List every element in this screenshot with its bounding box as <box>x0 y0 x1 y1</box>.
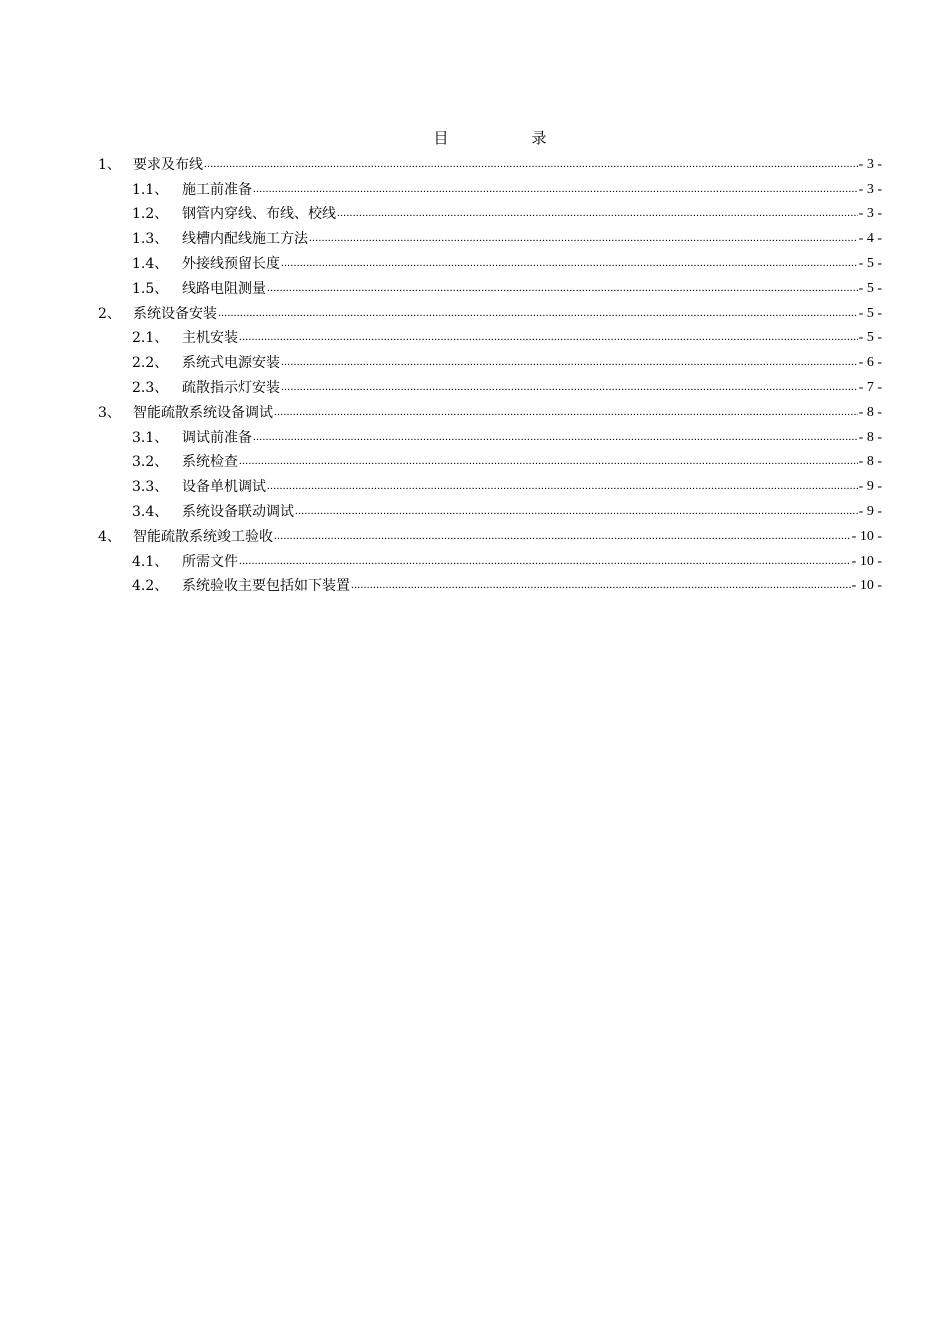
toc-entry-text: 线路电阻测量 <box>182 280 266 297</box>
toc-entry-page: - 4 - <box>858 231 882 247</box>
toc-entry-number: 3.3、 <box>132 479 169 496</box>
toc-entry-number: 1、 <box>98 156 121 173</box>
toc-entry[interactable] <box>98 547 882 572</box>
toc-entry[interactable] <box>98 249 882 274</box>
dot-leader <box>239 329 858 345</box>
toc-entry-text: 要求及布线 <box>133 156 203 173</box>
toc-entry-number: 4.1、 <box>132 553 169 570</box>
dot-leader <box>281 354 858 370</box>
toc-entry-number: 2.2、 <box>132 355 169 372</box>
dot-leader <box>281 255 858 271</box>
toc-entry-page: - 9 - <box>858 503 882 519</box>
toc-entry[interactable] <box>98 299 882 324</box>
dot-leader <box>295 503 858 519</box>
toc-entry-page: - 5 - <box>858 330 882 346</box>
toc-entry-number: 3、 <box>98 404 121 421</box>
toc-entry-number: 4.2、 <box>132 578 169 595</box>
toc-entry-page: - 6 - <box>858 355 882 371</box>
toc-entry[interactable] <box>98 324 882 349</box>
toc-entry-number: 4、 <box>98 528 121 545</box>
toc-entry-number: 1.5、 <box>132 280 169 297</box>
dot-leader <box>204 156 858 172</box>
toc-entry-text: 所需文件 <box>182 553 238 570</box>
toc-entry-page: - 10 - <box>851 553 882 569</box>
toc-entry-page: - 9 - <box>858 479 882 495</box>
toc-entry[interactable] <box>98 398 882 423</box>
dot-leader <box>253 429 858 445</box>
toc-entry[interactable] <box>98 200 882 225</box>
toc-entry-text: 主机安装 <box>182 330 238 347</box>
toc-entry-text: 系统设备安装 <box>133 305 217 322</box>
toc-entry[interactable] <box>98 448 882 473</box>
dot-leader <box>267 280 858 296</box>
toc-entry[interactable] <box>98 175 882 200</box>
toc-entry-text: 系统检查 <box>182 454 238 471</box>
toc-entry[interactable] <box>98 224 882 249</box>
toc-entry-page: - 5 - <box>858 255 882 271</box>
dot-leader <box>274 404 858 420</box>
toc-entry[interactable] <box>98 572 882 597</box>
toc-entry-page: - 3 - <box>858 156 882 172</box>
toc-entry-page: - 3 - <box>858 181 882 197</box>
toc-entry-page: - 3 - <box>858 206 882 222</box>
toc-entry-page: - 8 - <box>858 404 882 420</box>
table-of-contents <box>98 150 882 596</box>
toc-entry-page: - 7 - <box>858 379 882 395</box>
toc-entry[interactable] <box>98 522 882 547</box>
toc-entry[interactable] <box>98 472 882 497</box>
toc-entry-number: 1.4、 <box>132 255 169 272</box>
toc-entry-text: 智能疏散系统竣工验收 <box>133 528 273 545</box>
toc-entry-number: 3.1、 <box>132 429 169 446</box>
dot-leader <box>239 453 858 469</box>
toc-entry-page: - 5 - <box>858 305 882 321</box>
toc-entry-text: 疏散指示灯安装 <box>182 379 280 396</box>
toc-entry-number: 1.2、 <box>132 206 169 223</box>
toc-entry[interactable] <box>98 274 882 299</box>
dot-leader <box>337 205 858 221</box>
dot-leader <box>218 305 858 321</box>
dot-leader <box>281 379 858 395</box>
dot-leader <box>253 181 858 197</box>
dot-leader <box>239 553 851 569</box>
dot-leader <box>274 528 851 544</box>
toc-entry-number: 1.3、 <box>132 231 169 248</box>
toc-title: 目 录 <box>433 129 547 147</box>
toc-entry[interactable] <box>98 150 882 175</box>
toc-entry-number: 2.1、 <box>132 330 169 347</box>
toc-entry-text: 设备单机调试 <box>182 479 266 496</box>
toc-entry[interactable] <box>98 423 882 448</box>
toc-entry-number: 2、 <box>98 305 121 322</box>
toc-entry-page: - 10 - <box>851 578 882 594</box>
toc-entry-text: 调试前准备 <box>182 429 252 446</box>
toc-entry-text: 外接线预留长度 <box>182 255 280 272</box>
toc-entry-text: 钢管内穿线、布线、校线 <box>182 206 336 223</box>
toc-entry-page: - 10 - <box>851 528 882 544</box>
toc-entry-text: 系统式电源安装 <box>182 355 280 372</box>
toc-entry-number: 1.1、 <box>132 181 169 198</box>
toc-entry-number: 3.4、 <box>132 503 169 520</box>
toc-entry[interactable] <box>98 348 882 373</box>
toc-entry-number: 2.3、 <box>132 379 169 396</box>
toc-entry[interactable] <box>98 373 882 398</box>
toc-entry[interactable] <box>98 497 882 522</box>
toc-entry-text: 施工前准备 <box>182 181 252 198</box>
toc-entry-text: 线槽内配线施工方法 <box>182 231 308 248</box>
dot-leader <box>267 478 858 494</box>
dot-leader <box>309 230 858 246</box>
toc-entry-text: 智能疏散系统设备调试 <box>133 404 273 421</box>
dot-leader <box>351 577 851 593</box>
toc-entry-page: - 5 - <box>858 280 882 296</box>
toc-entry-text: 系统验收主要包括如下装置 <box>182 578 350 595</box>
toc-entry-page: - 8 - <box>858 429 882 445</box>
toc-entry-page: - 8 - <box>858 454 882 470</box>
toc-entry-text: 系统设备联动调试 <box>182 503 294 520</box>
toc-entry-number: 3.2、 <box>132 454 169 471</box>
